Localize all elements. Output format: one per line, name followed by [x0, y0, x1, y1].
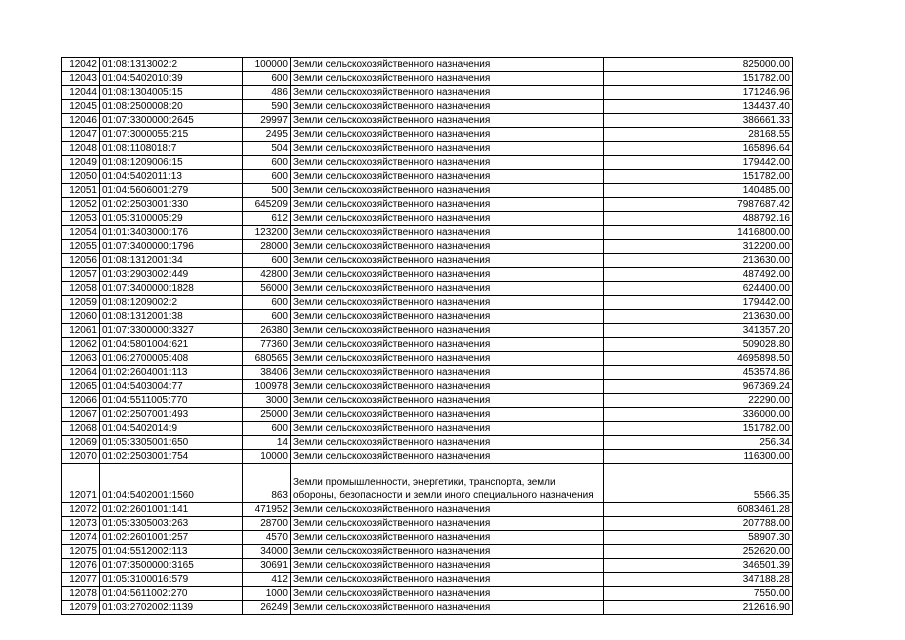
cell-cadastral-number: 01:02:2601001:141 — [100, 503, 243, 517]
cell-land-category: Земли сельскохозяйственного назначения — [291, 198, 604, 212]
cell-land-category: Земли сельскохозяйственного назначения — [291, 226, 604, 240]
cell-row-number: 12069 — [62, 436, 100, 450]
cell-area: 645209 — [243, 198, 291, 212]
table-row — [62, 282, 793, 296]
cell-cadastral-number: 01:04:5402001:1560 — [100, 464, 243, 503]
cell-cadastral-value: 509028.80 — [604, 338, 793, 352]
cell-land-category: Земли сельскохозяйственного назначения — [291, 422, 604, 436]
cell-row-number: 12076 — [62, 559, 100, 573]
cell-row-number: 12052 — [62, 198, 100, 212]
cell-area: 30691 — [243, 559, 291, 573]
cell-cadastral-number: 01:02:2604001:113 — [100, 366, 243, 380]
table-row — [62, 198, 793, 212]
cell-cadastral-value: 256.34 — [604, 436, 793, 450]
cell-area: 504 — [243, 142, 291, 156]
cell-cadastral-number: 01:06:2700005:408 — [100, 352, 243, 366]
cell-row-number: 12075 — [62, 545, 100, 559]
cell-land-category: Земли сельскохозяйственного назначения — [291, 531, 604, 545]
cell-row-number: 12056 — [62, 254, 100, 268]
cell-area: 123200 — [243, 226, 291, 240]
cell-area: 612 — [243, 212, 291, 226]
cell-land-category: Земли сельскохозяйственного назначения — [291, 100, 604, 114]
cell-cadastral-number: 01:07:3000055:215 — [100, 128, 243, 142]
cell-cadastral-number: 01:03:2702002:1139 — [100, 601, 243, 615]
cell-cadastral-number: 01:08:1312001:38 — [100, 310, 243, 324]
cell-area: 600 — [243, 254, 291, 268]
cell-cadastral-number: 01:02:2601001:257 — [100, 531, 243, 545]
cell-cadastral-number: 01:04:5801004:621 — [100, 338, 243, 352]
cell-cadastral-value: 7987687.42 — [604, 198, 793, 212]
table-row — [62, 408, 793, 422]
cell-cadastral-value: 825000.00 — [604, 58, 793, 72]
cell-area: 1000 — [243, 587, 291, 601]
cell-row-number: 12047 — [62, 128, 100, 142]
cell-area: 680565 — [243, 352, 291, 366]
cell-area: 26380 — [243, 324, 291, 338]
cell-cadastral-value: 179442.00 — [604, 156, 793, 170]
cell-area: 600 — [243, 296, 291, 310]
cell-row-number: 12062 — [62, 338, 100, 352]
cell-row-number: 12053 — [62, 212, 100, 226]
cell-row-number: 12049 — [62, 156, 100, 170]
table-row — [62, 503, 793, 517]
table-row — [62, 100, 793, 114]
cell-land-category: Земли сельскохозяйственного назначения — [291, 114, 604, 128]
cell-area: 38406 — [243, 366, 291, 380]
cell-land-category: Земли сельскохозяйственного назначения — [291, 170, 604, 184]
cell-cadastral-number: 01:05:3305001:650 — [100, 436, 243, 450]
cell-land-category: Земли сельскохозяйственного назначения — [291, 436, 604, 450]
cell-land-category: Земли сельскохозяйственного назначения — [291, 587, 604, 601]
table-row — [62, 142, 793, 156]
cell-cadastral-number: 01:02:2503001:330 — [100, 198, 243, 212]
table-row — [62, 450, 793, 464]
table-row — [62, 366, 793, 380]
cell-cadastral-value: 312200.00 — [604, 240, 793, 254]
cell-cadastral-value: 140485.00 — [604, 184, 793, 198]
land-plots-table — [61, 57, 793, 615]
cell-row-number: 12063 — [62, 352, 100, 366]
table-row — [62, 268, 793, 282]
cell-row-number: 12043 — [62, 72, 100, 86]
cell-cadastral-number: 01:04:5402014:9 — [100, 422, 243, 436]
cell-row-number: 12054 — [62, 226, 100, 240]
cell-cadastral-number: 01:05:3100005:29 — [100, 212, 243, 226]
cell-cadastral-value: 487492.00 — [604, 268, 793, 282]
cell-area: 600 — [243, 310, 291, 324]
cell-area: 600 — [243, 170, 291, 184]
cell-row-number: 12073 — [62, 517, 100, 531]
cell-land-category: Земли сельскохозяйственного назначения — [291, 559, 604, 573]
cell-area: 500 — [243, 184, 291, 198]
table-row — [62, 310, 793, 324]
table-row — [62, 436, 793, 450]
table-row — [62, 114, 793, 128]
table-row — [62, 58, 793, 72]
table-row — [62, 128, 793, 142]
table-row — [62, 338, 793, 352]
cell-land-category: Земли сельскохозяйственного назначения — [291, 268, 604, 282]
cell-row-number: 12059 — [62, 296, 100, 310]
cell-cadastral-number: 01:02:2503001:754 — [100, 450, 243, 464]
cell-land-category: Земли сельскохозяйственного назначения — [291, 408, 604, 422]
table-row — [62, 531, 793, 545]
cell-land-category: Земли сельскохозяйственного назначения — [291, 545, 604, 559]
cell-row-number: 12064 — [62, 366, 100, 380]
cell-cadastral-number: 01:04:5402010:39 — [100, 72, 243, 86]
cell-land-category: Земли сельскохозяйственного назначения — [291, 282, 604, 296]
cell-row-number: 12057 — [62, 268, 100, 282]
cell-cadastral-value: 207788.00 — [604, 517, 793, 531]
cell-row-number: 12072 — [62, 503, 100, 517]
cell-cadastral-number: 01:07:3300000:3327 — [100, 324, 243, 338]
cell-area: 26249 — [243, 601, 291, 615]
cell-area: 29997 — [243, 114, 291, 128]
table-row — [62, 559, 793, 573]
cell-area: 25000 — [243, 408, 291, 422]
cell-cadastral-number: 01:02:2507001:493 — [100, 408, 243, 422]
table-row — [62, 380, 793, 394]
cell-row-number: 12066 — [62, 394, 100, 408]
cell-area: 28000 — [243, 240, 291, 254]
cell-land-category: Земли сельскохозяйственного назначения — [291, 352, 604, 366]
cell-row-number: 12046 — [62, 114, 100, 128]
cell-cadastral-number: 01:07:3400000:1828 — [100, 282, 243, 296]
cell-land-category: Земли сельскохозяйственного назначения — [291, 573, 604, 587]
cell-land-category: Земли сельскохозяйственного назначения — [291, 86, 604, 100]
cell-cadastral-value: 116300.00 — [604, 450, 793, 464]
table-row — [62, 184, 793, 198]
cell-land-category: Земли сельскохозяйственного назначения — [291, 503, 604, 517]
table-row — [62, 352, 793, 366]
cell-area: 471952 — [243, 503, 291, 517]
cell-area: 600 — [243, 422, 291, 436]
cell-area: 600 — [243, 156, 291, 170]
cell-row-number: 12065 — [62, 380, 100, 394]
table-row — [62, 517, 793, 531]
cell-row-number: 12071 — [62, 464, 100, 503]
cell-row-number: 12055 — [62, 240, 100, 254]
table-row — [62, 324, 793, 338]
cell-cadastral-number: 01:04:5606001:279 — [100, 184, 243, 198]
cell-area: 10000 — [243, 450, 291, 464]
cell-area: 412 — [243, 573, 291, 587]
cell-land-category: Земли сельскохозяйственного назначения — [291, 380, 604, 394]
cell-cadastral-number: 01:08:1209002:2 — [100, 296, 243, 310]
table-row — [62, 394, 793, 408]
cell-land-category: Земли сельскохозяйственного назначения — [291, 601, 604, 615]
cell-area: 34000 — [243, 545, 291, 559]
cell-cadastral-value: 134437.40 — [604, 100, 793, 114]
cell-row-number: 12044 — [62, 86, 100, 100]
cell-row-number: 12078 — [62, 587, 100, 601]
table-row — [62, 156, 793, 170]
cell-cadastral-value: 336000.00 — [604, 408, 793, 422]
cell-cadastral-number: 01:07:3300000:2645 — [100, 114, 243, 128]
cell-land-category: Земли сельскохозяйственного назначения — [291, 254, 604, 268]
cell-cadastral-value: 967369.24 — [604, 380, 793, 394]
cell-row-number: 12077 — [62, 573, 100, 587]
cell-cadastral-number: 01:04:5402011:13 — [100, 170, 243, 184]
cell-cadastral-value: 213630.00 — [604, 254, 793, 268]
cell-land-category: Земли сельскохозяйственного назначения — [291, 240, 604, 254]
cell-land-category: Земли сельскохозяйственного назначения — [291, 142, 604, 156]
cell-cadastral-value: 341357.20 — [604, 324, 793, 338]
table-row — [62, 464, 793, 503]
cell-land-category: Земли сельскохозяйственного назначения — [291, 72, 604, 86]
cell-cadastral-value: 6083461.28 — [604, 503, 793, 517]
cell-cadastral-value: 165896.64 — [604, 142, 793, 156]
cell-cadastral-number: 01:08:2500008:20 — [100, 100, 243, 114]
cell-cadastral-value: 179442.00 — [604, 296, 793, 310]
cell-cadastral-number: 01:05:3100016:579 — [100, 573, 243, 587]
cell-cadastral-value: 22290.00 — [604, 394, 793, 408]
cell-land-category: Земли сельскохозяйственного назначения — [291, 338, 604, 352]
cell-cadastral-value: 1416800.00 — [604, 226, 793, 240]
cell-cadastral-value: 252620.00 — [604, 545, 793, 559]
cell-area: 486 — [243, 86, 291, 100]
cell-cadastral-number: 01:08:1304005:15 — [100, 86, 243, 100]
cell-cadastral-value: 151782.00 — [604, 170, 793, 184]
cell-cadastral-number: 01:01:3403000:176 — [100, 226, 243, 240]
cell-land-category: Земли сельскохозяйственного назначения — [291, 212, 604, 226]
cell-land-category: Земли сельскохозяйственного назначения — [291, 366, 604, 380]
cell-cadastral-value: 453574.86 — [604, 366, 793, 380]
cell-row-number: 12060 — [62, 310, 100, 324]
cell-row-number: 12067 — [62, 408, 100, 422]
cell-area: 100978 — [243, 380, 291, 394]
cell-row-number: 12058 — [62, 282, 100, 296]
cell-area: 590 — [243, 100, 291, 114]
cell-row-number: 12079 — [62, 601, 100, 615]
cell-row-number: 12051 — [62, 184, 100, 198]
cell-cadastral-value: 4695898.50 — [604, 352, 793, 366]
cell-cadastral-number: 01:08:1108018:7 — [100, 142, 243, 156]
cell-cadastral-value: 151782.00 — [604, 422, 793, 436]
table-row — [62, 254, 793, 268]
table-row — [62, 212, 793, 226]
cell-cadastral-value: 171246.96 — [604, 86, 793, 100]
cell-cadastral-number: 01:08:1312001:34 — [100, 254, 243, 268]
cell-cadastral-number: 01:07:3500000:3165 — [100, 559, 243, 573]
cell-cadastral-number: 01:04:5403004:77 — [100, 380, 243, 394]
cell-cadastral-number: 01:07:3400000:1796 — [100, 240, 243, 254]
table-row — [62, 601, 793, 615]
cell-row-number: 12070 — [62, 450, 100, 464]
table-row — [62, 170, 793, 184]
cell-area: 863 — [243, 464, 291, 503]
cell-area: 42800 — [243, 268, 291, 282]
cell-row-number: 12050 — [62, 170, 100, 184]
cell-cadastral-number: 01:08:1209006:15 — [100, 156, 243, 170]
cell-area: 100000 — [243, 58, 291, 72]
cell-land-category: Земли сельскохозяйственного назначения — [291, 184, 604, 198]
cell-area: 56000 — [243, 282, 291, 296]
table-row — [62, 240, 793, 254]
cell-area: 77360 — [243, 338, 291, 352]
cell-cadastral-number: 01:03:2903002:449 — [100, 268, 243, 282]
cell-cadastral-value: 7550.00 — [604, 587, 793, 601]
cell-area: 4570 — [243, 531, 291, 545]
cell-row-number: 12068 — [62, 422, 100, 436]
cell-land-category: Земли сельскохозяйственного назначения — [291, 156, 604, 170]
table-row — [62, 72, 793, 86]
cell-land-category: Земли сельскохозяйственного назначения — [291, 324, 604, 338]
cell-row-number: 12045 — [62, 100, 100, 114]
table-row — [62, 587, 793, 601]
cell-cadastral-value: 28168.55 — [604, 128, 793, 142]
cell-cadastral-value: 386661.33 — [604, 114, 793, 128]
cell-cadastral-value: 212616.90 — [604, 601, 793, 615]
cell-cadastral-number: 01:04:5511005:770 — [100, 394, 243, 408]
cell-land-category: Земли сельскохозяйственного назначения — [291, 310, 604, 324]
table-row — [62, 422, 793, 436]
cell-cadastral-value: 347188.28 — [604, 573, 793, 587]
cell-cadastral-number: 01:04:5512002:113 — [100, 545, 243, 559]
cell-area: 600 — [243, 72, 291, 86]
cell-row-number: 12074 — [62, 531, 100, 545]
cell-area: 2495 — [243, 128, 291, 142]
table-row — [62, 545, 793, 559]
cell-land-category: Земли сельскохозяйственного назначения — [291, 58, 604, 72]
table-body — [62, 58, 793, 615]
cell-land-category: Земли сельскохозяйственного назначения — [291, 394, 604, 408]
cell-cadastral-value: 213630.00 — [604, 310, 793, 324]
table-row — [62, 296, 793, 310]
cell-land-category: Земли промышленности, энергетики, транспорта, земли обороны, безопасности и земли иного специального назначения — [291, 464, 604, 503]
cell-cadastral-value: 624400.00 — [604, 282, 793, 296]
cell-cadastral-number: 01:04:5611002:270 — [100, 587, 243, 601]
cell-area: 28700 — [243, 517, 291, 531]
cell-cadastral-value: 5566.35 — [604, 464, 793, 503]
cell-land-category: Земли сельскохозяйственного назначения — [291, 517, 604, 531]
cell-cadastral-number: 01:08:1313002:2 — [100, 58, 243, 72]
cell-land-category: Земли сельскохозяйственного назначения — [291, 296, 604, 310]
cell-land-category: Земли сельскохозяйственного назначения — [291, 450, 604, 464]
cell-cadastral-value: 488792.16 — [604, 212, 793, 226]
table-row — [62, 86, 793, 100]
cell-cadastral-value: 58907.30 — [604, 531, 793, 545]
cell-land-category: Земли сельскохозяйственного назначения — [291, 128, 604, 142]
cell-cadastral-number: 01:05:3305003:263 — [100, 517, 243, 531]
table-row — [62, 226, 793, 240]
cell-area: 14 — [243, 436, 291, 450]
cell-row-number: 12061 — [62, 324, 100, 338]
cell-row-number: 12042 — [62, 58, 100, 72]
cell-row-number: 12048 — [62, 142, 100, 156]
table-row — [62, 573, 793, 587]
cell-cadastral-value: 151782.00 — [604, 72, 793, 86]
cell-area: 3000 — [243, 394, 291, 408]
cell-cadastral-value: 346501.39 — [604, 559, 793, 573]
